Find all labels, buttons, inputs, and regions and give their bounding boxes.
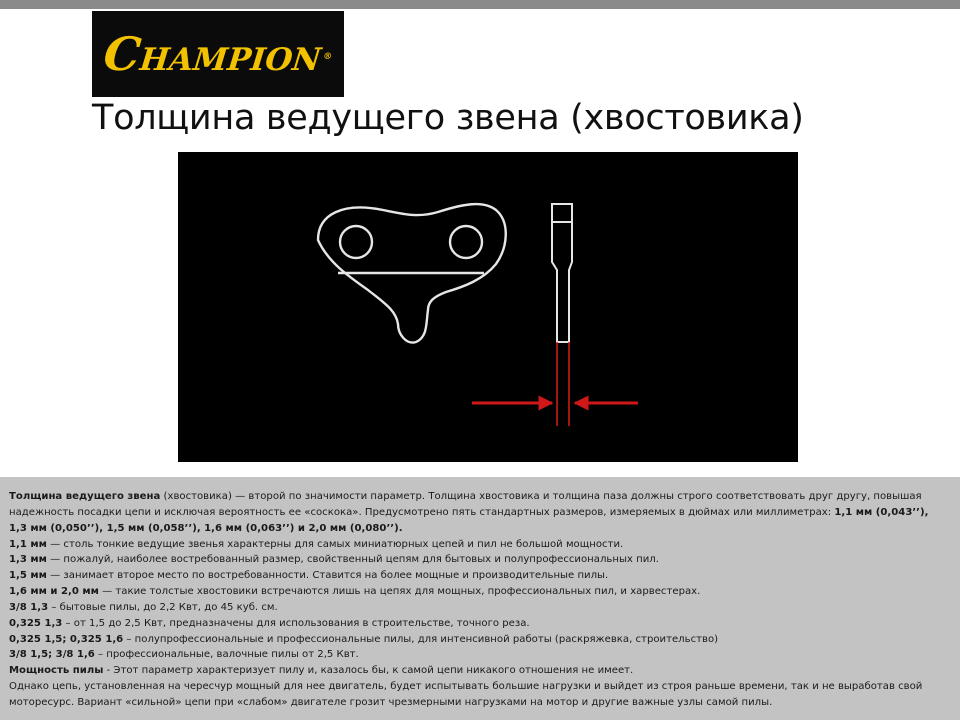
logo-initial: C [100,27,144,81]
text: - Этот параметр характеризует пилу и, казалось бы, к самой цепи никакого отношения не имеет. [103,665,634,677]
paragraph-1-3mm [9,552,936,568]
text: — такие толстые хвостовики встречаются лишь на цепях для мощных, профессиональных пил, и харвестерах. [98,586,701,598]
paragraph-0-325-1-5 [9,632,936,648]
paragraph-power [9,663,936,679]
sizes-list: 1,1 мм (0,043’’), 1,3 мм (0,050’’), 1,5 мм (0,058’’), 1,6 мм (0,063’’) и 2,0 мм (0,080’’). [9,506,929,534]
term: 1,1 мм [9,538,47,550]
term: 0,325 1,3 [9,617,63,629]
text: Однако цепь, установленная на чересчур мощный для нее двигатель, будет испытывать большие нагрузки и выйдет из строя раньше времени, так и не выработав свой моторесурс. Вариант «сильной» цепи при «слабом» двигателе грозит чрезмерными нагрузками на мотор и другие важные узлы самой пилы. [9,681,923,708]
text: – бытовые пилы, до 2,2 Квт, до 45 куб. см. [48,601,278,613]
term: 1,6 мм и 2,0 мм [9,586,99,598]
term: 3/8 1,5; 3/8 1,6 [9,649,95,661]
paragraph-conclusion [9,679,936,711]
link-edge-body [552,222,572,342]
paragraph-0-325-1-3 [9,616,936,632]
drive-link-diagram [178,152,798,462]
term: 3/8 1,3 [9,601,49,613]
rivet-hole-right [450,226,482,258]
registered-mark: ® [322,51,333,62]
term: 0,325 1,5; 0,325 1,6 [9,633,124,645]
logo-wordmark [101,27,335,81]
term: Толщина ведущего звена [9,491,161,502]
text: — пожалуй, наиболее востребованный размер, свойственный цепям для бытовых и полупрофессиональных пил. [46,554,659,566]
logo-rest: HAMPION [137,42,323,78]
text: (хвостовика) — второй по значимости параметр. Толщина хвостовика и толщина паза должны строго соответствовать друг другу, повышая надежность посадки цепи и исключая вероятность ее «соскока». Предусмотрено пять стандартных размеров, измеряемых в дюймах или миллиметрах: [9,491,922,518]
term: 1,5 мм [9,570,47,582]
top-bar [0,0,960,9]
paragraph-intro [9,489,936,537]
text: – от 1,5 до 2,5 Квт, предназначены для использования в строительстве, точного реза. [62,617,530,629]
paragraph-3-8-1-3 [9,600,936,616]
page-title: Толщина ведущего звена (хвостовика) [92,98,804,138]
chain-drive-link-thickness-drawing-icon [178,152,798,462]
text: — столь тонкие ведущие звенья характерны для самых миниатюрных цепей и пил не большой мощности. [46,538,624,550]
paragraph-1-6-2-0mm [9,584,936,600]
paragraph-1-1mm [9,537,936,553]
text: – профессиональные, валочные пилы от 2,5 Квт. [94,649,359,661]
text: – полупрофессиональные и профессиональные пилы, для интенсивной работы (раскряжевка, строительство) [123,633,719,645]
paragraph-1-5mm [9,568,936,584]
text: — занимает второе место по востребованности. Ставится на более мощные и производительные пилы. [46,570,609,582]
rivet-hole-left [340,226,372,258]
term: Мощность пилы [9,665,104,677]
description-panel [0,477,960,720]
term: 1,3 мм [9,554,47,566]
paragraph-3-8-1-5 [9,647,936,663]
champion-logo [92,11,344,97]
link-edge-top [552,204,572,222]
